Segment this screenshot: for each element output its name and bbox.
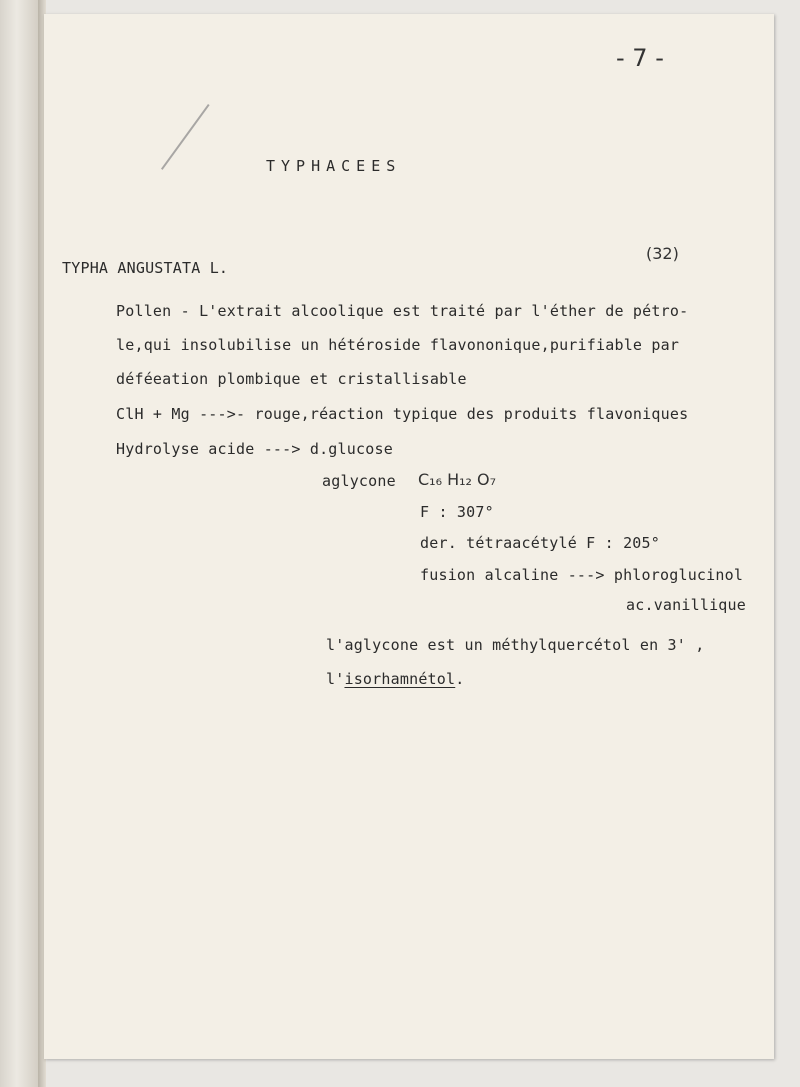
family-heading: TYPHACEES — [266, 157, 402, 175]
aglycone-formula: C₁₆ H₁₂ O₇ — [418, 470, 497, 489]
final-line — [326, 670, 464, 688]
final-prefix: l' — [326, 670, 345, 688]
page-number: - 7 - — [616, 44, 664, 72]
final-suffix: . — [455, 670, 465, 688]
melting-point-line: F : 307° — [420, 503, 494, 521]
text-line-4: ClH + Mg --->- rouge,réaction typique des produits flavoniques — [116, 405, 689, 423]
adjacent-page-edge — [0, 0, 42, 1087]
fusion-line: fusion alcaline ---> phloroglucinol — [420, 566, 744, 584]
conclusion-line: l'aglycone est un méthylquercétol en 3' , — [326, 636, 705, 654]
document-page — [44, 14, 774, 1059]
derivative-line: der. tétraacétylé F : 205° — [420, 534, 660, 552]
text-line-1: Pollen - L'extrait alcoolique est traité par l'éther de pétro- — [116, 302, 689, 320]
species-heading: TYPHA ANGUSTATA L. — [62, 259, 229, 277]
reference-number: (32) — [646, 244, 679, 263]
text-line-3: déféeation plombique et cristallisable — [116, 370, 467, 388]
text-line-2: le,qui insolubilise un hétéroside flavononique,purifiable par — [116, 336, 680, 354]
vanillic-line: ac.vanillique — [626, 596, 746, 614]
isorhamnetol-term: isorhamnétol — [344, 670, 456, 688]
aglycone-label: aglycone — [322, 472, 396, 490]
text-line-5: Hydrolyse acide ---> d.glucose — [116, 440, 393, 458]
